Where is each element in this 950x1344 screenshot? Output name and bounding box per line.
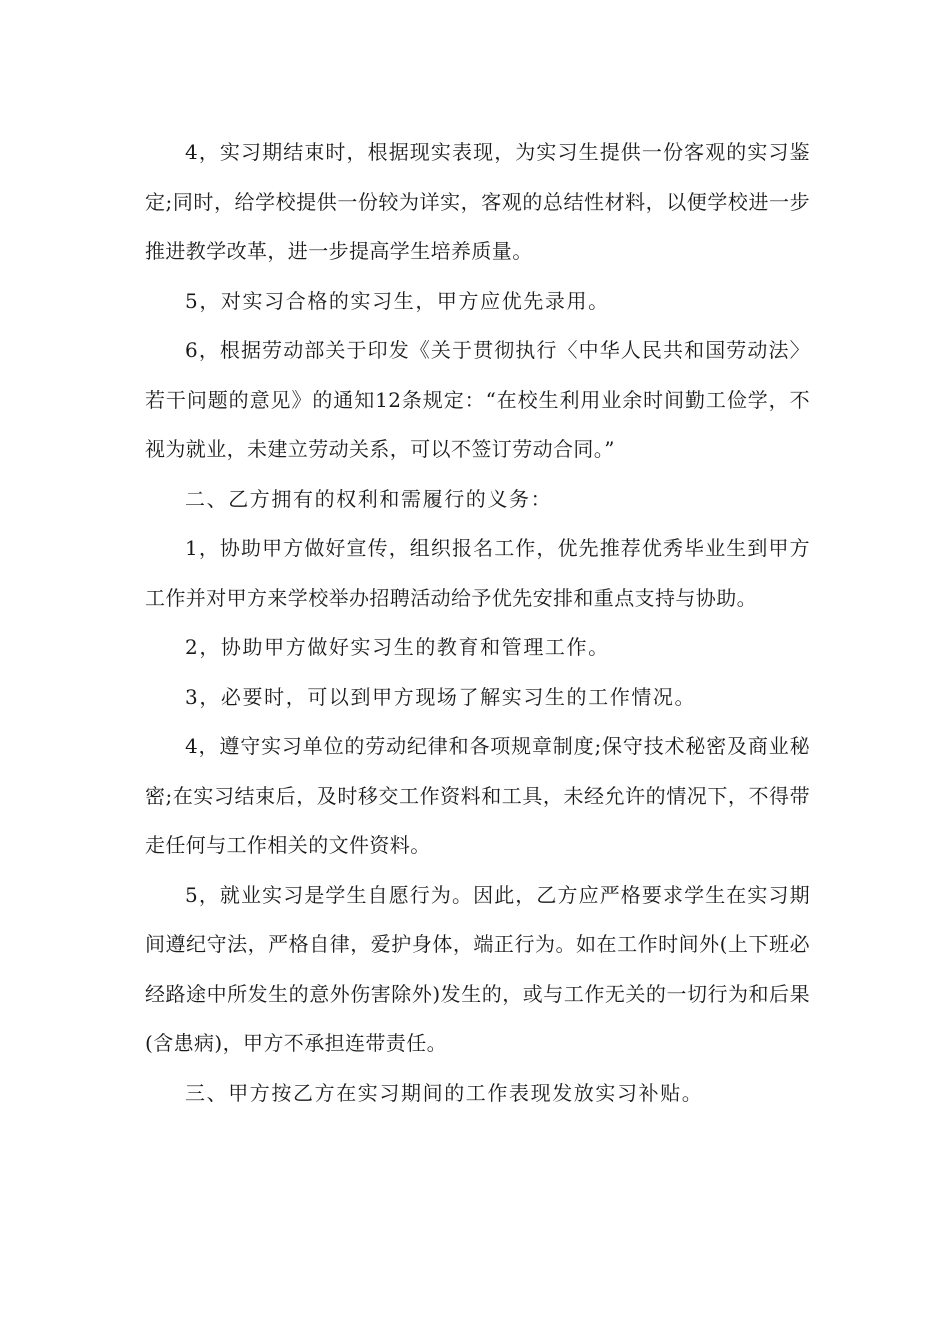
paragraph-b-3-site-visit: 3，必要时，可以到甲方现场了解实习生的工作情况。 bbox=[185, 684, 697, 709]
paragraph-article-4-internship-appraisal: 4，实习期结束时，根据现实表现，为实习生提供一份客观的实习鉴定;同时，给学校提供一份较为详实，客观的总结性材料，以便学校进一步推进教学改革，进一步提高学生培养质量。 bbox=[145, 140, 810, 263]
paragraph-b-1-promotion: 1，协助甲方做好宣传，组织报名工作，优先推荐优秀毕业生到甲方工作并对甲方来学校举办招聘活动给予优先安排和重点支持与协助。 bbox=[145, 536, 810, 610]
section-heading-internship-subsidy: 三、甲方按乙方在实习期间的工作表现发放实习补贴。 bbox=[185, 1080, 704, 1105]
paragraph-article-6-labor-law: 6，根据劳动部关于印发《关于贯彻执行〈中华人民共和国劳动法〉若干问题的意见》的通知12条规定：“在校生利用业余时间勤工俭学，不视为就业，未建立劳动关系，可以不签订劳动合同。” bbox=[145, 338, 810, 461]
paragraph-b-2-education: 2，协助甲方做好实习生的教育和管理工作。 bbox=[185, 635, 610, 659]
paragraph-b-4-discipline: 4，遵守实习单位的劳动纪律和各项规章制度;保守技术秘密及商业秘密;在实习结束后，及时移交工作资料和工具，未经允许的情况下，不得带走任何与工作相关的文件资料。 bbox=[145, 734, 810, 857]
section-heading-party-b-rights: 二、乙方拥有的权利和需履行的义务： bbox=[185, 486, 553, 511]
paragraph-article-5-priority-hiring: 5，对实习合格的实习生，甲方应优先录用。 bbox=[185, 288, 610, 313]
document-page bbox=[145, 128, 810, 1118]
paragraph-b-5-voluntary: 5，就业实习是学生自愿行为。因此，乙方应严格要求学生在实习期间遵纪守法，严格自律，爱护身体，端正行为。如在工作时间外(上下班必经路途中所发生的意外伤害除外)发生的，或与工作无关的一切行为和后果(含患病)，甲方不承担连带责任。 bbox=[145, 882, 810, 1055]
